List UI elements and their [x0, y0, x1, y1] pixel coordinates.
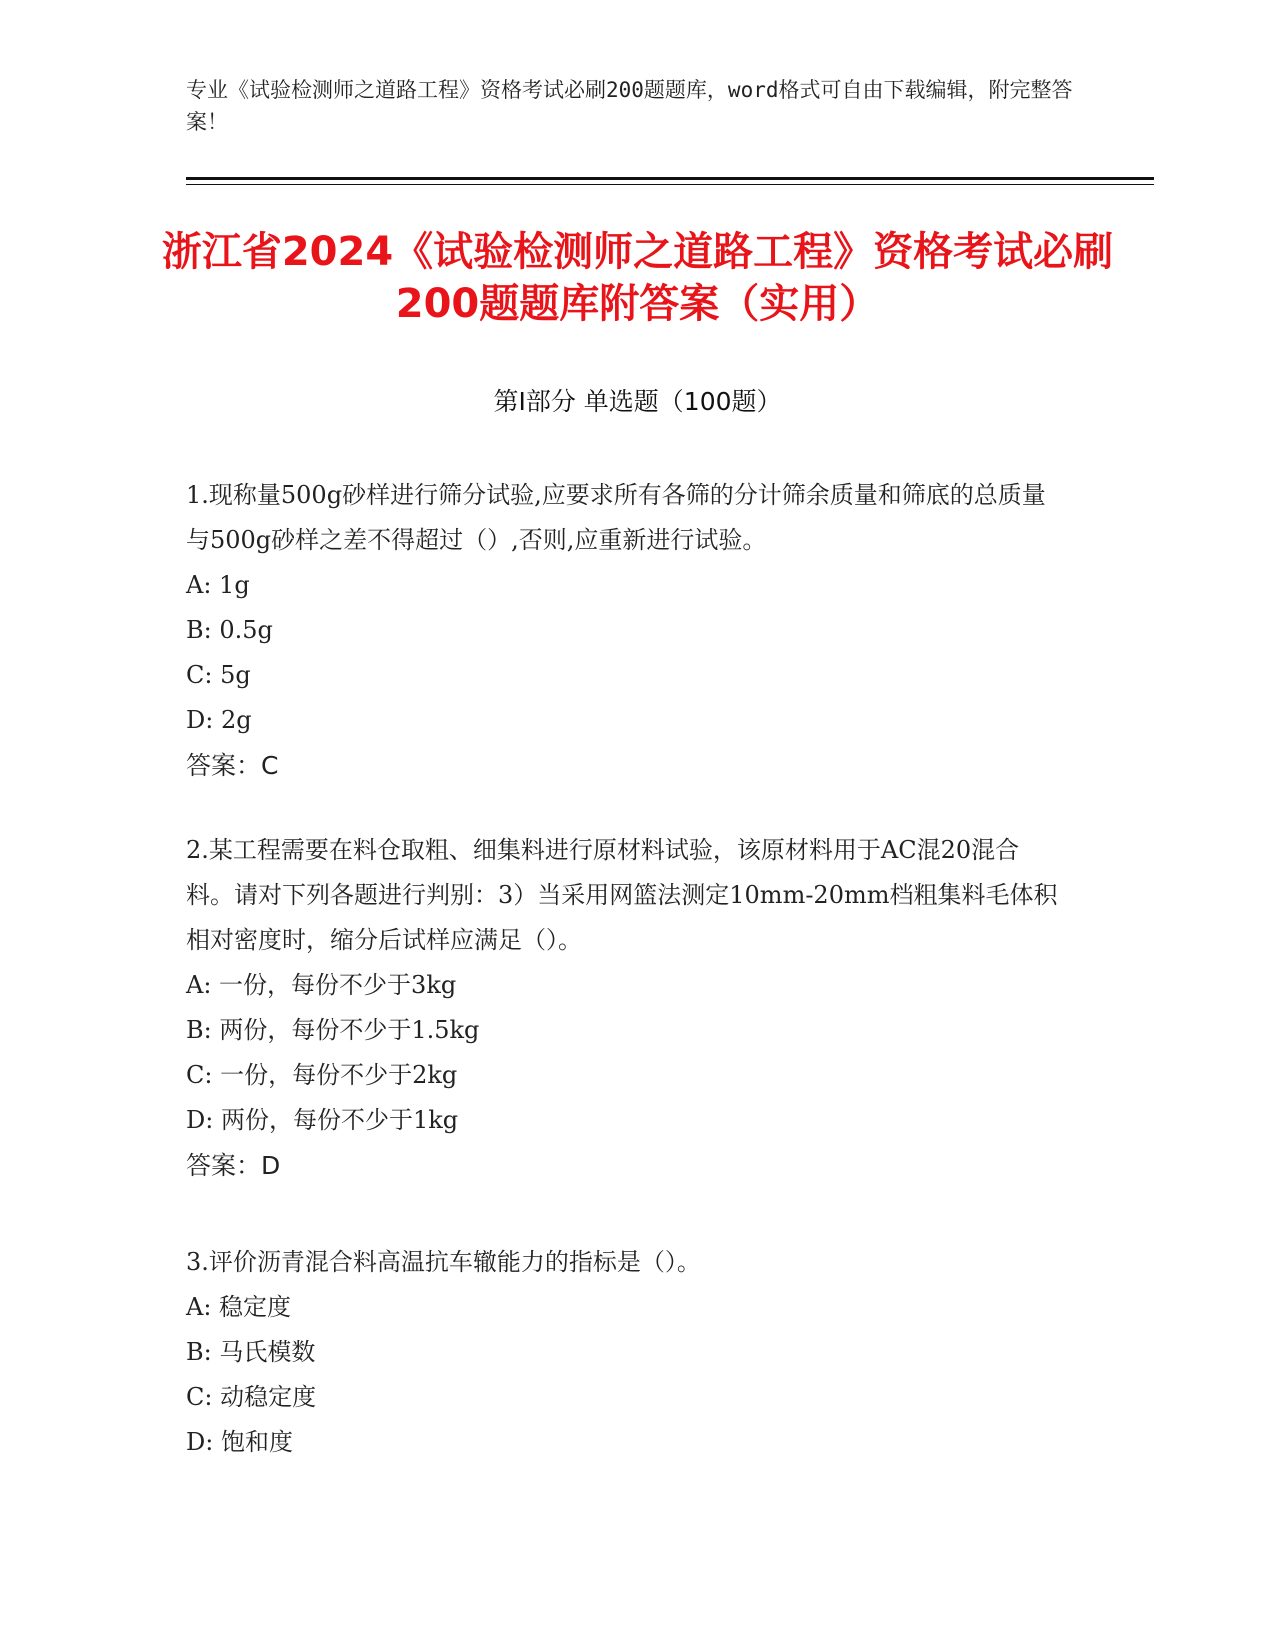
question-stem: 1.现称量500g砂样进行筛分试验,应要求所有各筛的分计筛余质量和筛底的总质量与500g砂样之差不得超过（）,否则,应重新进行试验。 [186, 481, 1046, 554]
option-d: D: 饱和度 [186, 1428, 293, 1456]
question-1 [186, 473, 1066, 788]
question-stem: 3.评价沥青混合料高温抗车辙能力的指标是（）。 [186, 1248, 701, 1276]
option-b: B: 马氏模数 [186, 1338, 316, 1366]
option-a: A: 一份，每份不少于3kg [186, 971, 457, 999]
header-divider-thick [186, 177, 1154, 180]
question-3 [186, 1240, 1066, 1465]
option-d: D: 两份，每份不少于1kg [186, 1106, 459, 1134]
answer: 答案：C [186, 751, 279, 780]
answer: 答案：D [186, 1151, 281, 1180]
option-c: C: 5g [186, 661, 251, 689]
question-2 [186, 828, 1066, 1188]
option-b: B: 0.5g [186, 616, 273, 644]
option-b: B: 两份，每份不少于1.5kg [186, 1016, 480, 1044]
header-divider-thin [186, 184, 1154, 185]
question-stem: 2.某工程需要在料仓取粗、细集料进行原材料试验，该原材料用于AC混20混合料。请对下列各题进行判别：3）当采用网篮法测定10mm-20mm档粗集料毛体积相对密度时，缩分后试样应满足（）。 [186, 836, 1058, 954]
document-title: 浙江省2024《试验检测师之道路工程》资格考试必刷200题题库附答案（实用） [161, 229, 1114, 327]
option-c: C: 动稳定度 [186, 1383, 317, 1411]
option-c: C: 一份，每份不少于2kg [186, 1061, 458, 1089]
option-d: D: 2g [186, 706, 252, 734]
option-a: A: 1g [186, 571, 250, 599]
option-a: A: 稳定度 [186, 1293, 292, 1321]
section-title: 第Ⅰ部分 单选题（100题） [493, 387, 782, 416]
header-note: 专业《试验检测师之道路工程》资格考试必刷200题题库，word格式可自由下载编辑，附完整答案！ [186, 78, 1073, 134]
